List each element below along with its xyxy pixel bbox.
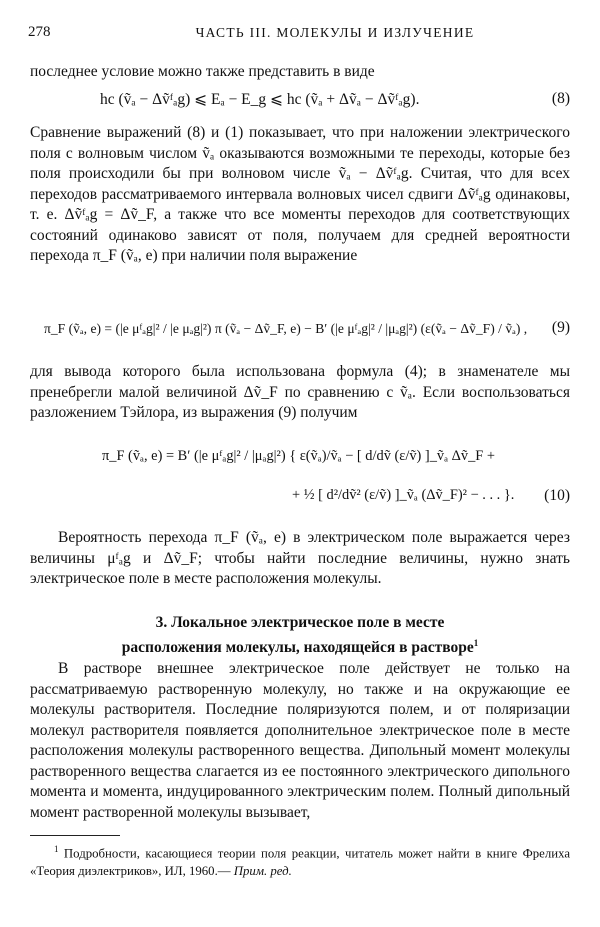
equation-9-body: π_F (ṽₐ, e) = (|e μᶠₐg|² / |e μₐg|²) π (ṽₐ − Δṽ_F, e) − B′ (|e μᶠₐg|² / |μₐg|²) (ε(ṽₐ − Δṽ_F) / ṽₐ) ,: [44, 321, 528, 336]
equation-10-second-line: + ½ [ d²/dṽ² (ε/ṽ) ]_ṽₐ (Δṽ_F)² − . . . }.: [292, 487, 515, 503]
section-heading-line-2: расположения молекулы, находящейся в растворе: [121, 639, 474, 657]
section-heading-line-1: 3. Локальное электрическое поле в месте: [155, 614, 445, 631]
footnote-mark: 1: [54, 844, 59, 854]
paragraph-solution: В растворе внешнее электрическое поле действует не только на рассматриваемую растворенную молекулу, но также и на окружающие ее молекулы растворителя. Последние поляризуются полем, и от поляризации молекул растворителя появляется дополнительное электрическое поле в месте расположения молекулы растворенного вещества. Дипольный момент молекулы растворенного вещества слагается из ее постоянного электрического дипольного момента и момента, индуцированного электрическим полем. Полный дипольный момент растворенной молекулы вызывает,: [30, 660, 570, 821]
footnote-rule: [30, 835, 120, 836]
equation-10-first-line: π_F (ṽₐ, e) = B′ (|e μᶠₐg|² / |μₐg|²) { ε(ṽₐ)/ṽₐ − [ d/dṽ (ε/ṽ) ]_ṽₐ Δṽ_F +: [102, 448, 495, 464]
paragraph-derivation: для вывода которого была использована формула (4); в знаменателе мы пренебрегли малой величиной Δṽ_F по сравнению с ṽₐ. Если воспользоваться разложением Тэйлора, из выражения (9) получим: [30, 363, 570, 421]
paragraph-probability: Вероятность перехода π_F (ṽₐ, e) в электрическом поле выражается через величины μᶠₐg и Δṽ_F; чтобы найти последние величины, нужно знать электрическое поле в месте расположения молекулы.: [30, 529, 570, 587]
footnote-text: Подробности, касающиеся теории поля реакции, читатель может найти в книге Фрелиха «Теория диэлектриков», ИЛ, 1960.—: [30, 846, 570, 878]
page-header: [28, 24, 572, 44]
equation-9-number: (9): [551, 319, 570, 336]
footnote: [30, 841, 570, 880]
page-number: 278: [28, 24, 51, 40]
paragraph-comparison: Сравнение выражений (8) и (1) показывает, что при наложении электрического поля с волновым числом ṽₐ оказываются возможными те переходы, которые без поля происходили бы при волновом числе ṽₐ − Δṽᶠₐg. Считая, что для всех переходов рассматриваемого интервала волновых чисел сдвиги Δṽᶠₐg одинаковы, т. е. Δṽᶠₐg = Δṽ_F, а также что все моменты переходов для соответствующих состояний одинаково зависят от поля, получаем для средней вероятности перехода π_F (ṽₐ, e) при наличии поля выражение: [30, 124, 570, 264]
equation-8-body: hc (ṽₐ − Δṽᶠₐg) ⩽ Eₐ − E_g ⩽ hc (ṽₐ + Δṽₐ − Δṽᶠₐg).: [100, 91, 420, 108]
equation-10-line-2: [30, 487, 570, 511]
section-heading: [30, 612, 570, 658]
equation-8-number: (8): [551, 90, 570, 107]
equation-9: [30, 319, 570, 343]
footnote-editor-note: Прим. ред.: [233, 863, 292, 878]
equation-10-number: (10): [544, 487, 570, 504]
equation-10-line-1: [30, 448, 570, 472]
running-head: ЧАСТЬ III. МОЛЕКУЛЫ И ИЗЛУЧЕНИЕ: [195, 25, 475, 40]
section-footnote-mark: 1: [473, 638, 479, 648]
paragraph-intro: последнее условие можно также представить в виде: [30, 63, 375, 80]
equation-8: [30, 90, 570, 114]
